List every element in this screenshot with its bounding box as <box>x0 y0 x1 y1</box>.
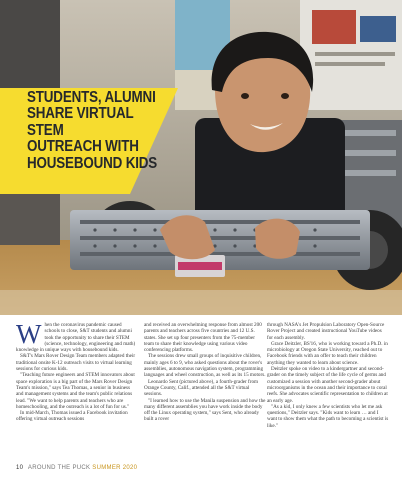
page-footer <box>16 465 137 471</box>
paragraph: Deitzler spoke on video to a kindergartner and second-grader on the timely subject of the life cycle of germs and customized a session with another second-grader about microorganisms in the ocean and their importance to coral reefs. She advocates scientific representation to children at an early age. <box>267 366 388 404</box>
article-body <box>0 319 402 462</box>
headline <box>27 90 165 172</box>
headline-line: HOUSEBOUND KIDS <box>27 154 158 172</box>
publication-name: AROUND THE PUCK <box>27 465 91 471</box>
paragraph: through NASA's Jet Propulsion Laboratory Open-Source Rover Project and created instructional YouTube videos for each assembly. <box>267 322 385 341</box>
drop-cap: W <box>16 319 42 349</box>
paragraph: The sessions drew small groups of inquisitive children, mainly ages 6 to 9, who asked questions about the rover's assemblies, autonomous navigation system, programming languages and wheel construction, as well as its 15 motors. <box>144 353 266 379</box>
article-column-1 <box>16 319 138 423</box>
paragraph-text: hen the coronavirus pandemic caused schools to close, S&T students and alumni took the opportunity to share their STEM (science, technology, engineering and math) knowledge in unique ways with housebound kids. <box>16 322 136 354</box>
page-number: 10 <box>16 465 24 471</box>
issue-season: SUMMER 2020 <box>92 465 138 471</box>
paragraph <box>16 319 138 354</box>
paragraph: "As a kid, I only knew a few scientists who let me ask questions," Deitzler says. "Kids want to learn … and I want to show them what the path to becoming a scientist is like." <box>267 403 389 429</box>
headline-line: SHARE VIRTUAL STEM <box>27 105 134 139</box>
headline-line: OUTREACH WITH <box>27 138 139 156</box>
headline-line: STUDENTS, ALUMNI <box>27 89 156 106</box>
paragraph: "I learned how to use the Manila suspension and how the many different assemblies you have work inside the body off the Linux operating system," says Sent, who already built a rover <box>144 397 266 423</box>
article-column-2 <box>144 322 266 423</box>
paragraph: and received an overwhelming response from almost 200 parents and teachers across five countries and 12 U.S. states. She set up four presenters from the 75-member team to share their knowledge using various video conferencing platforms. <box>144 322 262 354</box>
paragraph: "Teaching future engineers and STEM innovators about space exploration is a big part of the Mars Rover Design Team's mission," says Tea Thomas, a senior in business and management systems and the team's public relations lead. "We want to help parents and teachers who are homeschooling, and the outreach is a lot of fun for us." <box>16 372 135 410</box>
paragraph: In mid-March, Thomas issued a Facebook invitation offering virtual outreach sessions <box>16 410 128 423</box>
paragraph: Grace Deitzler, BS'16, who is working toward a Ph.D. in microbiology at Oregon State University, reached out to Facebook friends with an offer to teach their children anything they wanted to learn about science. <box>267 340 388 366</box>
paragraph: S&T's Mars Rover Design Team members adapted their traditional onsite K-12 outreach visits to virtual learning sessions for curious kids. <box>16 353 136 373</box>
paragraph: Leonardo Sent (pictured above), a fourth-grader from Orange County, Calif., attended all the S&T virtual sessions. <box>144 378 259 398</box>
article-column-3 <box>267 322 389 429</box>
